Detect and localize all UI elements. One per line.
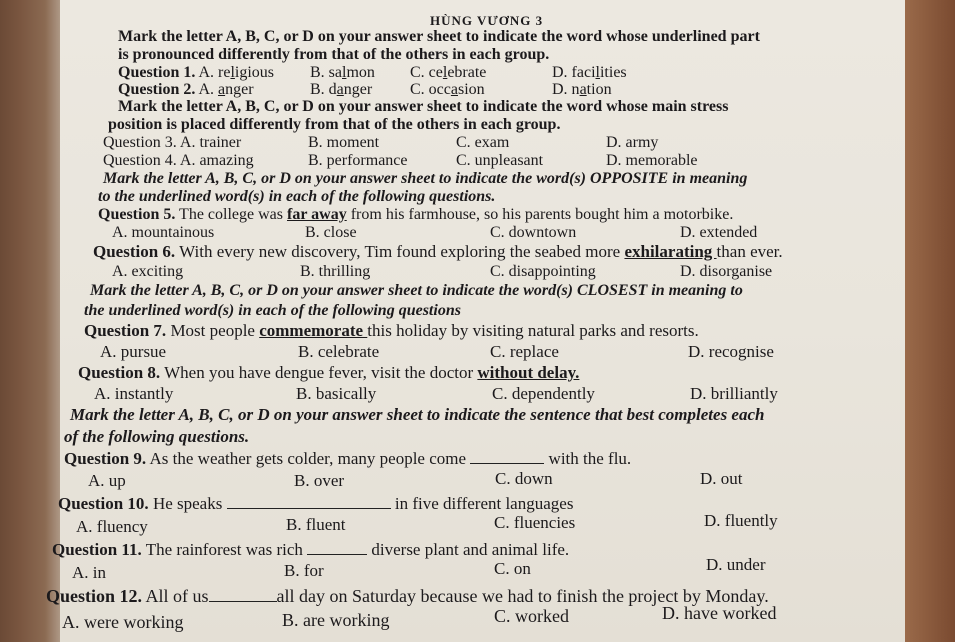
school-header: HÙNG VƯƠNG 3 <box>430 13 544 28</box>
q11-option-d[interactable]: D. under <box>706 555 766 574</box>
q9-option-d[interactable]: D. out <box>700 469 743 488</box>
q12-option-c[interactable]: C. worked <box>494 606 569 626</box>
section4-instruction-line1: Mark the letter A, B, C, or D on your answer sheet to indicate the word(s) CLOSEST in meaning to <box>90 282 743 299</box>
q9-option-a[interactable]: A. up <box>88 471 126 490</box>
question-6: Question 6. With every new discovery, Tim found exploring the seabed more exhilarating than ever. <box>93 242 783 261</box>
section3-instruction-line1: Mark the letter A, B, C, or D on your answer sheet to indicate the word(s) OPPOSITE in meaning <box>103 170 748 187</box>
q10-option-b[interactable]: B. fluent <box>286 515 346 534</box>
section2-instruction-line1: Mark the letter A, B, C, or D on your answer sheet to indicate the word whose main stress <box>118 98 729 115</box>
q12-answer-blank[interactable] <box>209 587 277 602</box>
question-7: Question 7. Most people commemorate this holiday by visiting natural parks and resorts. <box>84 321 699 340</box>
section1-instruction-line1: Mark the letter A, B, C, or D on your answer sheet to indicate the word whose underlined part <box>118 28 760 45</box>
q3-option-b[interactable]: B. moment <box>308 134 380 151</box>
section1-instruction-line2: is pronounced differently from that of the others in each group. <box>118 46 550 63</box>
q7-option-d[interactable]: D. recognise <box>688 342 774 361</box>
question-11: Question 11. The rainforest was rich diverse plant and animal life. <box>52 540 570 559</box>
q5-option-c[interactable]: C. downtown <box>490 224 577 241</box>
q8-option-d[interactable]: D. brilliantly <box>690 384 778 403</box>
q12-option-d[interactable]: D. have worked <box>662 603 777 623</box>
section5-instruction-line1: Mark the letter A, B, C, or D on your answer sheet to indicate the sentence that best completes each <box>70 405 765 424</box>
question-3: Question 3. A. trainer <box>103 134 242 151</box>
question-5: Question 5. The college was far away from his farmhouse, so his parents bought him a motorbike. <box>98 206 734 223</box>
q1-option-c[interactable]: C. celebrate <box>410 64 487 81</box>
q8-option-a[interactable]: A. instantly <box>94 384 174 403</box>
q5-option-d[interactable]: D. extended <box>680 224 758 241</box>
q11-answer-blank[interactable] <box>307 540 367 555</box>
section5-instruction-line2: of the following questions. <box>64 427 250 446</box>
q4-option-c[interactable]: C. unpleasant <box>456 152 544 169</box>
q1-option-d[interactable]: D. facilities <box>552 64 627 81</box>
q6-option-b[interactable]: B. thrilling <box>300 263 371 280</box>
q4-option-d[interactable]: D. memorable <box>606 152 698 169</box>
q11-option-a[interactable]: A. in <box>72 563 106 582</box>
q12-option-b[interactable]: B. are working <box>282 610 390 630</box>
q3-option-c[interactable]: C. exam <box>456 134 510 151</box>
q10-option-a[interactable]: A. fluency <box>76 517 148 536</box>
section3-instruction-line2: to the underlined word(s) in each of the following questions. <box>98 188 496 205</box>
question-1: Question 1. A. religious <box>118 64 275 81</box>
q12-option-a[interactable]: A. were working <box>62 612 184 632</box>
q2-option-b[interactable]: B. danger <box>310 81 373 98</box>
question-4: Question 4. A. amazing <box>103 152 254 169</box>
question-9: Question 9. As the weather gets colder, many people come with the flu. <box>64 449 632 468</box>
q9-option-c[interactable]: C. down <box>495 469 553 488</box>
q2-option-c[interactable]: C. occasion <box>410 81 485 98</box>
q3-option-d[interactable]: D. army <box>606 134 659 151</box>
q2-option-d[interactable]: D. nation <box>552 81 612 98</box>
q8-option-c[interactable]: C. dependently <box>492 384 595 403</box>
q4-option-b[interactable]: B. performance <box>308 152 408 169</box>
q7-option-a[interactable]: A. pursue <box>100 342 167 361</box>
q10-option-c[interactable]: C. fluencies <box>494 513 576 532</box>
q9-option-b[interactable]: B. over <box>294 471 345 490</box>
q6-option-d[interactable]: D. disorganise <box>680 263 773 280</box>
section4-instruction-line2: the underlined word(s) in each of the following questions <box>84 302 461 319</box>
q11-option-b[interactable]: B. for <box>284 561 324 580</box>
q10-answer-blank[interactable] <box>227 494 391 509</box>
question-8: Question 8. When you have dengue fever, visit the doctor without delay. <box>78 363 580 382</box>
q7-option-c[interactable]: C. replace <box>490 342 559 361</box>
q8-option-b[interactable]: B. basically <box>296 384 377 403</box>
section2-instruction-line2: position is placed differently from that of the others in each group. <box>108 116 561 133</box>
q7-option-b[interactable]: B. celebrate <box>298 342 380 361</box>
q9-answer-blank[interactable] <box>470 449 544 464</box>
q6-option-a[interactable]: A. exciting <box>112 263 184 280</box>
q6-option-c[interactable]: C. disappointing <box>490 263 596 280</box>
q1-option-b[interactable]: B. salmon <box>310 64 375 81</box>
question-10: Question 10. He speaks in five different languages <box>58 494 574 513</box>
question-12: Question 12. All of us all day on Saturday because we had to finish the project by Monday. <box>46 586 769 606</box>
q11-option-c[interactable]: C. on <box>494 559 531 578</box>
question-2: Question 2. A. anger <box>118 81 254 98</box>
q5-option-a[interactable]: A. mountainous <box>112 224 215 241</box>
q10-option-d[interactable]: D. fluently <box>704 511 778 530</box>
q5-option-b[interactable]: B. close <box>305 224 357 241</box>
